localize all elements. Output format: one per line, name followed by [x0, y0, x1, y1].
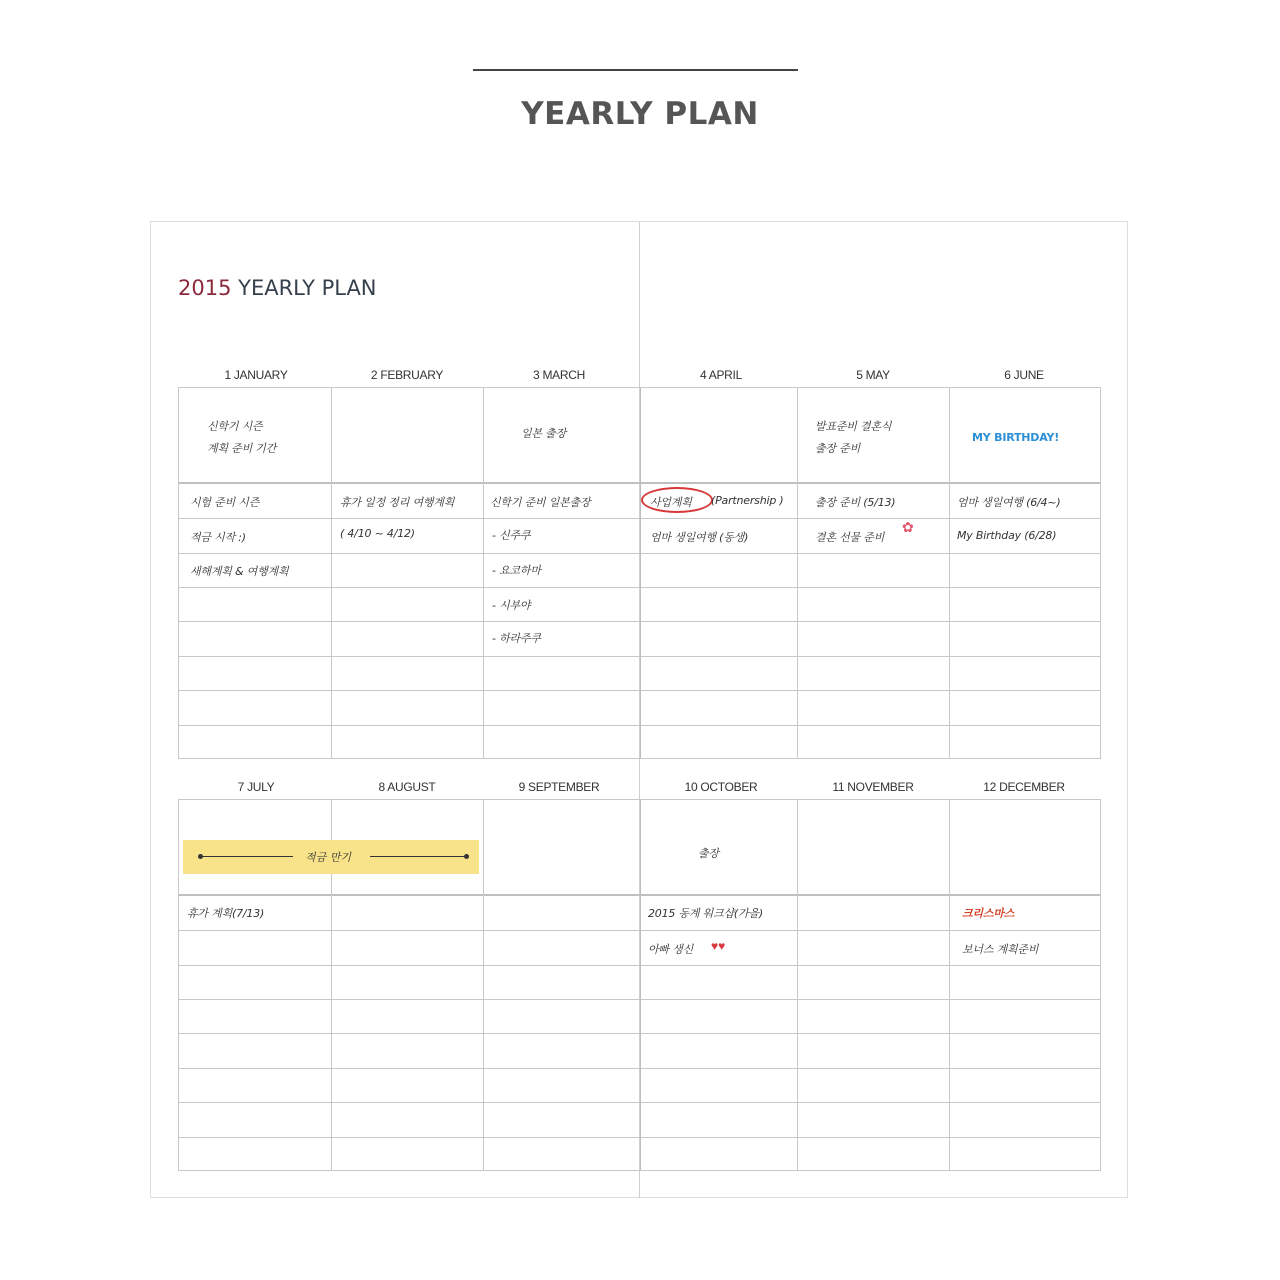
mar-row-2: - 신주쿠 [492, 529, 531, 542]
heart-icon: ♥♥ [711, 939, 726, 953]
grid-first-half [178, 387, 1101, 759]
planner-heading-text: YEARLY PLAN [231, 276, 377, 300]
oct-note: 출장 [698, 847, 719, 860]
may-row-2: 결혼 선물 준비 [815, 531, 885, 544]
month-label-january: 1 JANUARY [224, 368, 288, 382]
jun-row-2: My Birthday (6/28) [957, 529, 1057, 542]
planner-heading-year: 2015 [178, 276, 232, 300]
bar-end-dot [464, 854, 469, 859]
planner-heading [178, 276, 377, 300]
feb-row-2: ( 4/10 ~ 4/12) [340, 527, 415, 540]
may-row-1: 출장 준비 (5/13) [815, 496, 896, 509]
month-label-april: 4 APRIL [700, 368, 742, 382]
apr-row-2: 엄마 생일여행 (동생) [650, 531, 749, 544]
title-rule [473, 69, 798, 71]
bar-line-right [370, 856, 466, 857]
page-title: YEARLY PLAN [521, 96, 759, 132]
jun-note-birthday: MY BIRTHDAY! [972, 431, 1060, 444]
month-label-november: 11 NOVEMBER [832, 780, 914, 794]
jan-note-line-1: 신학기 시즌 [207, 420, 263, 433]
jan-row-1: 시험 준비 시즌 [190, 496, 260, 509]
savings-bar-label: 적금 만기 [305, 851, 352, 864]
month-label-march: 3 MARCH [533, 368, 585, 382]
month-label-september: 9 SEPTEMBER [518, 780, 600, 794]
mar-row-1: 신학기 준비 일본출장 [490, 496, 591, 509]
month-label-october: 10 OCTOBER [684, 780, 758, 794]
month-label-may: 5 MAY [856, 368, 890, 382]
mar-note: 일본 출장 [521, 427, 567, 440]
flower-icon: ✿ [902, 519, 914, 535]
oct-row-1: 2015 동계 워크샵(가을) [648, 907, 763, 920]
dec-row-2: 보너스 계획준비 [962, 943, 1039, 956]
jan-row-3: 새해계획 & 여행계획 [190, 565, 289, 578]
mar-row-3: - 요코하마 [492, 564, 541, 577]
oct-row-2: 아빠 생신 [648, 943, 694, 956]
jun-row-1: 엄마 생일여행 (6/4~) [957, 496, 1061, 509]
feb-row-1: 휴가 일정 정리 여행계획 [340, 496, 455, 509]
apr-row-1-rest: (Partnership ) [711, 494, 784, 507]
mar-row-4: - 시부야 [492, 599, 531, 612]
month-label-february: 2 FEBRUARY [370, 368, 444, 382]
apr-row-1-circled: 사업계획 [650, 496, 692, 509]
jan-note-line-2: 계획 준비 기간 [207, 442, 277, 455]
month-label-july: 7 JULY [237, 780, 275, 794]
bar-line-left [201, 856, 293, 857]
month-label-june: 6 JUNE [1004, 368, 1044, 382]
dec-row-1: 크리스마스 [962, 907, 1015, 920]
mar-row-5: - 하라주쿠 [492, 632, 541, 645]
month-label-august: 8 AUGUST [378, 780, 436, 794]
may-note-line-2: 출장 준비 [815, 442, 861, 455]
may-note-line-1: 발표준비 결혼식 [815, 420, 892, 433]
jan-row-2: 적금 시작 :) [190, 531, 246, 544]
jul-row-1: 휴가 계획(7/13) [187, 907, 265, 920]
month-label-december: 12 DECEMBER [983, 780, 1065, 794]
